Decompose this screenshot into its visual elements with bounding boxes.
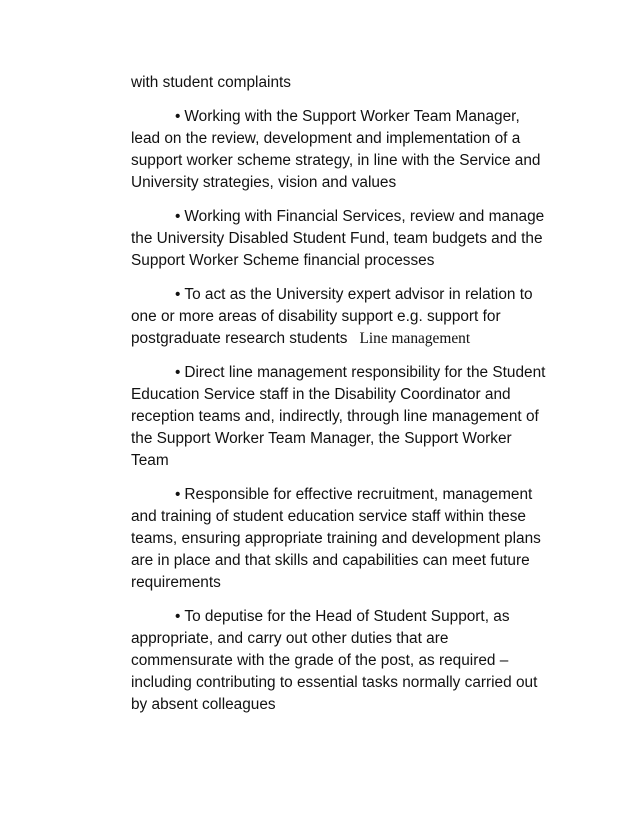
- bullet-item: [131, 206, 551, 272]
- bullet-text: Direct line management responsibility for the Student Education Service staff in the Disability Coordinator and reception teams and, indirectly, through line management of the Support Worker Team Manager, the Support Worker Team: [131, 364, 546, 469]
- document-body: [131, 72, 551, 728]
- bullet-icon: •: [175, 608, 181, 625]
- bullet-icon: •: [175, 286, 181, 303]
- bullet-text: To act as the University expert advisor in relation to one or more areas of disability support e.g. support for postgraduate research students: [131, 286, 533, 347]
- bullet-text: Responsible for effective recruitment, management and training of student education service staff within these teams, ensuring appropriate training and development plans are in place and that skills and capabilities can meet future requirements: [131, 486, 541, 591]
- lead-text: with student complaints: [131, 74, 291, 91]
- bullet-text: Working with Financial Services, review and manage the University Disabled Student Fund, team budgets and the Support Worker Scheme financial processes: [131, 208, 545, 269]
- section-heading-line-management: Line management: [359, 330, 471, 347]
- bullet-icon: •: [175, 364, 181, 381]
- bullet-icon: •: [175, 208, 181, 225]
- bullet-icon: •: [175, 486, 181, 503]
- bullet-text: Working with the Support Worker Team Manager, lead on the review, development and implementation of a support worker scheme strategy, in line with the Service and University strategies, vision and values: [131, 108, 541, 191]
- bullet-item: [131, 362, 551, 472]
- bullet-item: [131, 106, 551, 194]
- bullet-icon: •: [175, 108, 181, 125]
- bullet-item: [131, 606, 551, 716]
- bullet-item: [131, 284, 551, 350]
- lead-paragraph: [131, 72, 551, 94]
- bullet-text: To deputise for the Head of Student Support, as appropriate, and carry out other duties that are commensurate with the grade of the post, as required – including contributing to essential tasks normally carried out by absent colleagues: [131, 608, 538, 713]
- bullet-item: [131, 484, 551, 594]
